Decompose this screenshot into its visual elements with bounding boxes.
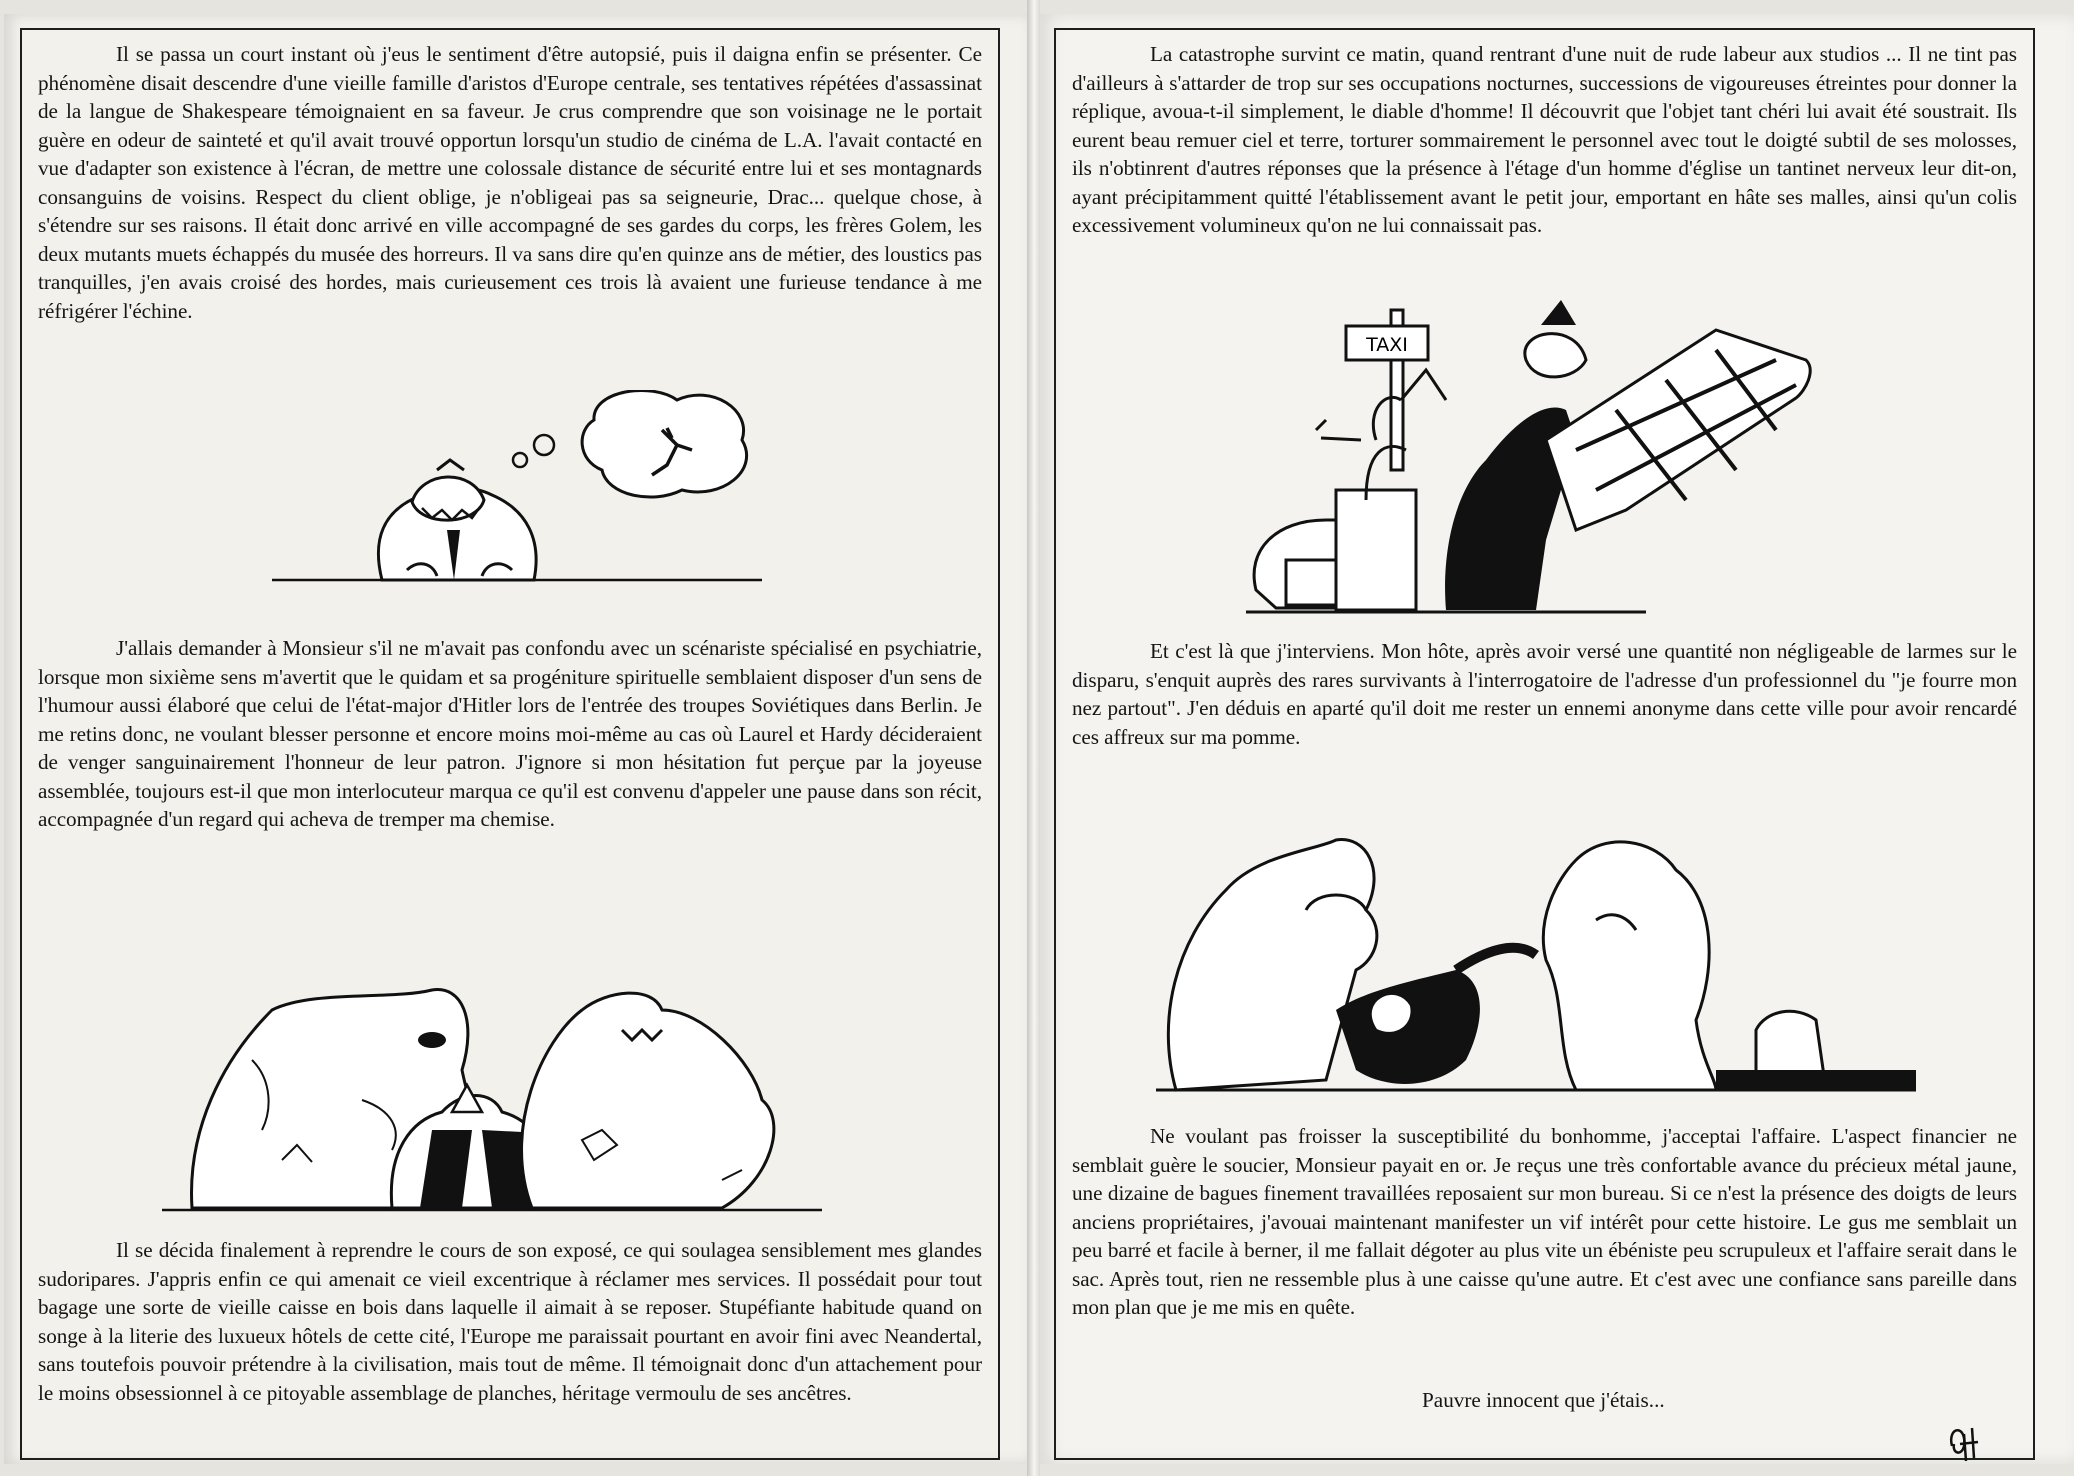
book-spine [1027,0,1040,1476]
vampire-at-desk-illustration [272,390,772,590]
right-paragraph-3: Ne voulant pas froisser la susceptibilité du bonhomme, j'acceptai l'affaire. L'aspect financier ne semblait guère le soucier, Monsieur payait en or. Je reçus une très confortable avance du précieux métal jaune, une dizaine de bagues finement travaillées reposaient sur mon bureau. Si ce n'est la présence des doigts de leurs anciens propriétaires, j'avouai maintenant manifester un vif intérêt pour cette histoire. Le gus me semblait un peu barré et facile à berner, il me fallait dégoter au plus vite un ébéniste peu scrupuleux et l'affaire serait dans le sac. Après tout, rien ne ressemble plus à une caisse qu'une autre. Et c'est avec une confiance sans pareille dans mon plan que je me mis en quête. [1072,1124,2017,1319]
priest-stealing-coffin-illustration [1216,290,1816,620]
left-page [4,14,1027,1464]
left-paragraph-3: Il se décida finalement à reprendre le cours de son exposé, ce qui soulagea sensiblement mes glandes sudoripares. J'appris enfin ce qui amenait ce vieil excentrique à réclamer mes services. Il possédait pour tout bagage une sorte de vieille caisse en bois dans laquelle il aimait à se reposer. Stupéfiante habitude quand on songe à la literie des luxueux hôtels de cette cité, l'Europe me paraissait pourtant en avoir fini avec Neandertal, sans toutefois pouvoir prétendre à la civilisation, mais tout de même. Il témoignait donc d'un attachement pour le moins obsessionnel à ce pitoyable assemblage de planches, héritage vermoulu de ses ancêtres. [38,1238,982,1405]
taxi-sign-text: TAXI [1366,334,1408,356]
right-paragraph-2: Et c'est là que j'interviens. Mon hôte, après avoir versé une quantité non négligeable de larmes sur le disparu, s'enquit auprès des rares survivants à l'interrogatoire de l'adresse d'un professionnel du "je fourre mon nez partout". J'en déduis en aparté qu'il doit me rester un ennemi anonyme dans cette ville pour avoir rencardé ces affreux sur ma pomme. [1072,639,2017,749]
right-paragraph-1: La catastrophe survint ce matin, quand rentrant d'une nuit de rude labeur aux studios ... Il ne tint pas d'ailleurs à s'attarder de trop sur ses occupations nocturnes, successions de vigoureuses étreintes pour donner la réplique, avoua-t-il simplement, le diable d'homme! Il découvrit que l'objet tant chéri lui avait été soustrait. Ils eurent beau remuer ciel et terre, torturer sommairement le personnel avec tout le doigté subtil de ses molosses, ils n'obtinrent d'autres réponses que la présence à l'étage d'un homme d'église un tantinet nerveux leur dit-on, ayant précipitamment quitté l'établissement avant le petit jour, emportant en hâte ses malles, ainsi qu'un colis excessivement volumineux qu'on ne lui connaissait pas. [1072,42,2017,237]
signature-icon [1942,1416,1992,1466]
closing-line: Pauvre innocent que j'étais... [1422,1388,1665,1412]
right-page-frame [1054,28,2035,1460]
left-paragraph-1: Il se passa un court instant où j'eus le sentiment d'être autopsié, puis il daigna enfin se présenter. Ce phénomène disait descendre d'une vieille famille d'aristos d'Europe centrale, ses tentatives répétées d'assassinat de la langue de Shakespeare témoignaient en sa faveur. Je crus comprendre que son voisinage ne le portait guère en odeur de sainteté et qu'il avait trouvé opportun lorsqu'un studio de cinéma de L.A. l'avait contacté en vue d'adapter son existence à l'écran, de mettre une colossale distance de sécurité entre lui et ses montagnards consanguins de voisins. Respect du client oblige, je n'obligeai pas sa seigneurie, Drac... quelque chose, à s'étendre sur ses raisons. Il était donc arrivé en ville accompagné de ses gardes du corps, les frères Golem, les deux mutants muets échappés du musée des horreurs. Il va sans dire qu'en quinze ans de métier, des loustics pas tranquilles, j'en avais croisé des hordes, mais curieusement ces trois là avaient une furieuse tendance à me réfrigérer l'échine. [38,42,982,323]
golems-grabbing-detective-illustration [1156,820,1936,1110]
golems-with-vampire-illustration [162,980,842,1220]
left-page-frame [20,28,1000,1460]
left-paragraph-2: J'allais demander à Monsieur s'il ne m'avait pas confondu avec un scénariste spécialisé en psychiatrie, lorsque mon sixième sens m'avertit que le quidam et sa progéniture spirituelle semblaient disposer d'un sens de l'humour aussi élaboré que celui de l'état-major d'Hitler lors de l'entrée des troupes Soviétiques dans Berlin. Je me retins donc, ne voulant blesser personne et encore moins moi-même au cas où Laurel et Hardy décideraient de venger sanguinairement l'honneur de leur patron. J'ignore si mon hésitation fut perçue par la joyeuse assemblée, toujours est-il que mon interlocuteur marqua ce qu'il est convenu d'appeler une pause dans son récit, accompagnée d'un regard qui acheva de tremper ma chemise. [38,636,982,831]
right-page [1040,14,2074,1464]
